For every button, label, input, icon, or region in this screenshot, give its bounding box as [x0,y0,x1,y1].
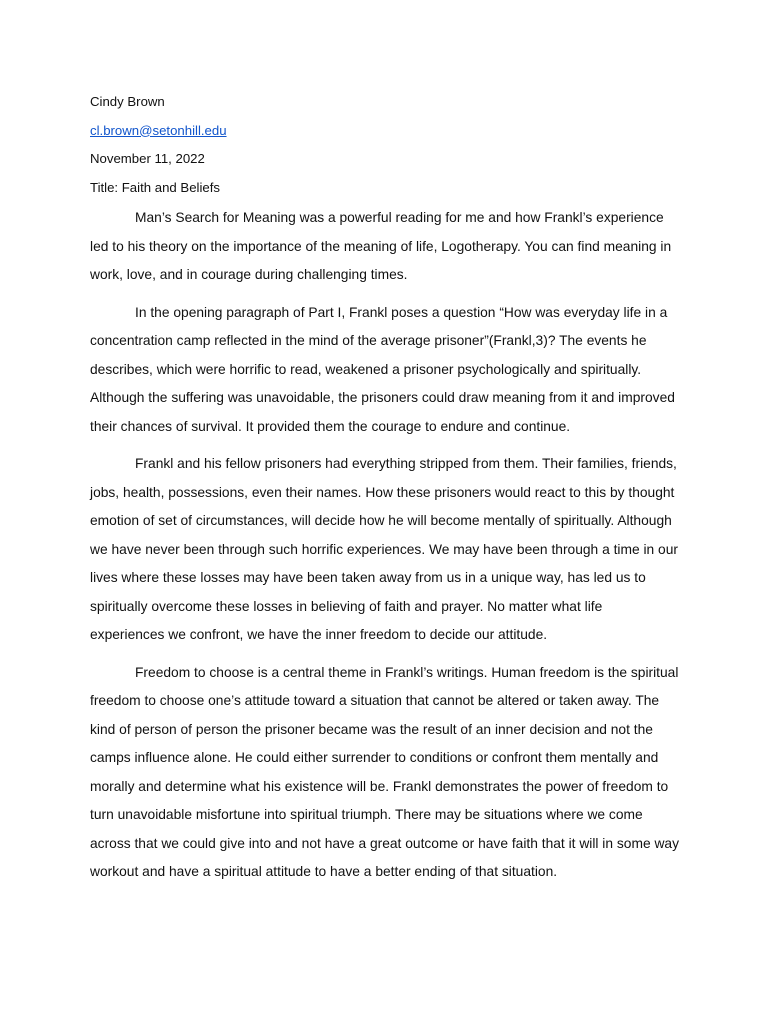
email-line [90,117,680,146]
document-date: November 11, 2022 [90,151,205,166]
document-title: Title: Faith and Beliefs [90,179,220,195]
body-paragraph: In the opening paragraph of Part I, Frankl poses a question “How was everyday life in a concentration camp reflected in the mind of the average prisoner”(Frankl,3)? The events he describes, which were horrific to read, weakened a prisoner psychologically and spiritually. Although the suffering was unavoidable, the prisoners could draw meaning from it and improved their chances of survival. It provided them the courage to endure and continue. [90,304,675,434]
author-name: Cindy Brown [90,94,165,109]
body-paragraph: Frankl and his fellow prisoners had everything stripped from them. Their families, friends, jobs, health, possessions, even their names. How these prisoners would react to this by thought emotion of set of circumstances, will decide how he will become mentally of spiritually. Although we have never been through such horrific experiences. We may have been through a time in our lives where these losses may have been taken away from us in a unique way, has led us to spiritually overcome these losses in believing of faith and prayer. No matter what life experiences we confront, we have the inner freedom to decide our attitude. [90,456,678,642]
document-content [90,88,680,896]
body-paragraph: Freedom to choose is a central theme in Frankl’s writings. Human freedom is the spiritual freedom to choose one’s attitude toward a situation that cannot be altered or taken away. The kind of person of person the prisoner became was the result of an inner decision and not the camps influence alone. He could either surrender to conditions or confront them mentally and morally and determine what his existence will be. Frankl demonstrates the power of freedom to turn unavoidable misfortune into spiritual triumph. There may be situations where we come across that we could give into and not have a great outcome or have faith that it will in some way workout and have a spiritual attitude to have a better ending of that situation. [90,664,679,879]
body-paragraph: Man’s Search for Meaning was a powerful reading for me and how Frankl’s experience led to his theory on the importance of the meaning of life, Logotherapy. You can find meaning in work, love, and in courage during challenging times. [90,210,672,282]
author-email-link[interactable]: cl.brown@setonhill.edu [90,122,227,138]
